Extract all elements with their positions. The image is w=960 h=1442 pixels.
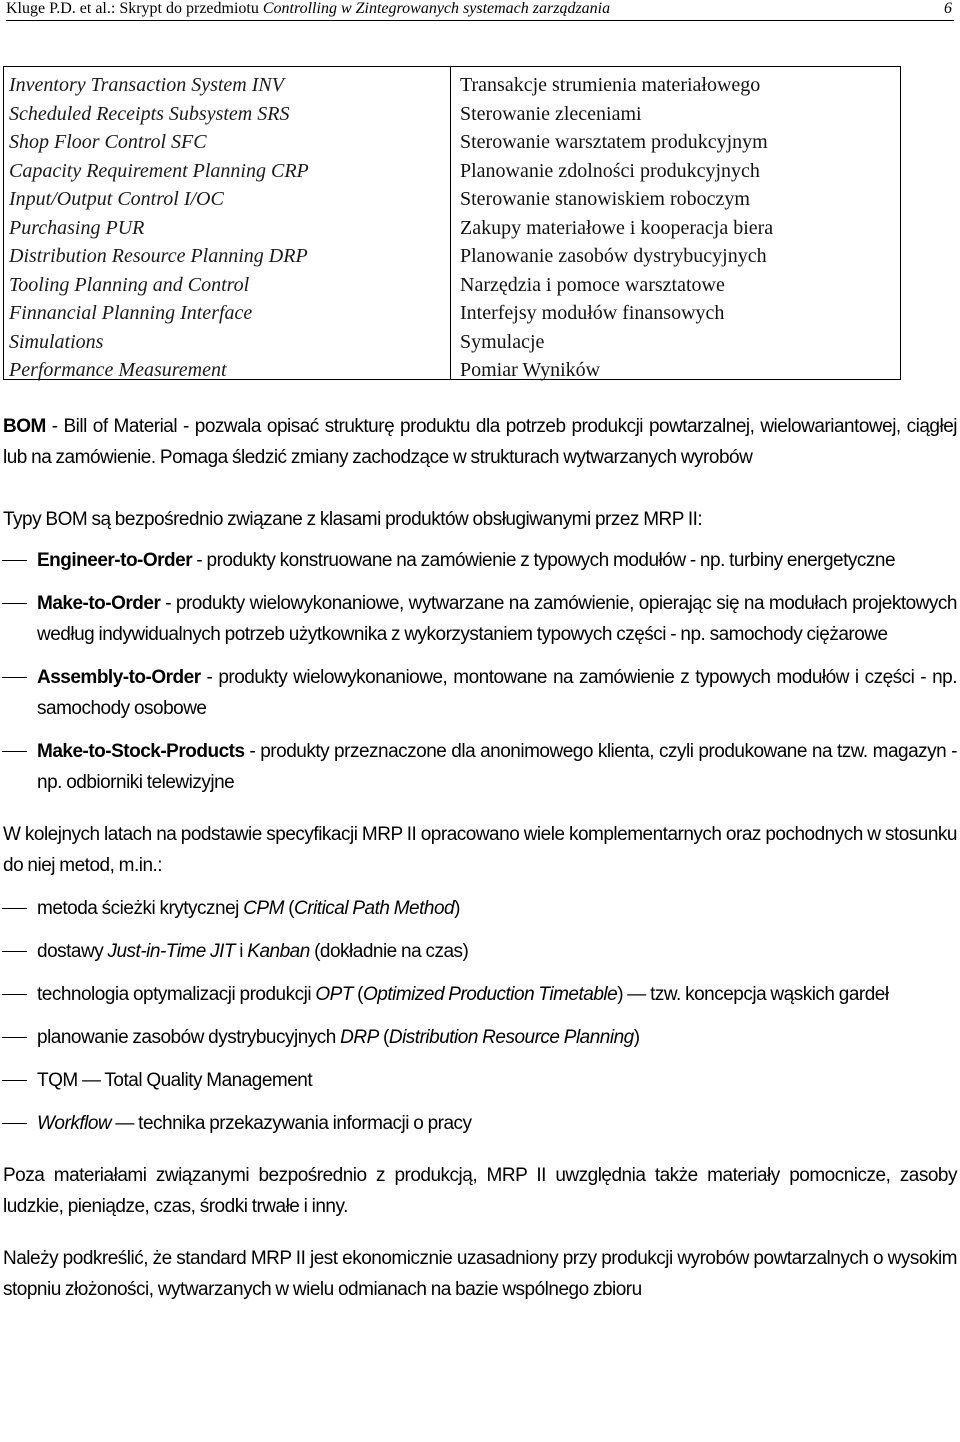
method-text: planowanie zasobów dystrybucyjnych xyxy=(37,1027,341,1048)
bom-type-description: - produkty wielowykonaniowe, montowane na zamówienie z typowych modułów i części - np. samochody osobowe xyxy=(37,667,957,719)
list-item-make-to-order xyxy=(0,588,960,650)
module-name-en: Shop Floor Control SFC xyxy=(9,131,207,153)
table-column-english xyxy=(9,71,309,385)
method-text: dostawy xyxy=(37,941,108,962)
module-name-en: Capacity Requirement Planning CRP xyxy=(9,159,309,182)
list-item-opt xyxy=(0,979,960,1010)
bom-type-term: Make-to-Order xyxy=(37,593,161,614)
method-abbr: Workflow xyxy=(37,1113,112,1134)
method-text: technologia optymalizacji produkcji xyxy=(37,984,316,1005)
module-name-pl: Sterowanie warsztatem produkcyjnym xyxy=(460,131,768,153)
method-abbr: CPM xyxy=(243,898,284,919)
methods-intro: W kolejnych latach na podstawie specyfikacji MRP II opracowano wiele komplementarnych oraz pochodnych w stosunku do niej metod, m.in.: xyxy=(3,824,957,876)
method-text: ) xyxy=(454,898,460,919)
bom-type-description: - produkty przeznaczone dla anonimowego klienta, czyli produkowane na tzw. magazyn - np. odbiorniki telewizyjne xyxy=(37,741,957,793)
list-item-workflow xyxy=(0,1108,960,1139)
list-item-make-to-stock xyxy=(0,736,960,798)
method-full-name: Kanban xyxy=(247,941,310,962)
module-name-pl: Interfejsy modułów finansowych xyxy=(460,302,725,324)
bom-type-term: Assembly-to-Order xyxy=(37,667,201,688)
module-name-en: Simulations xyxy=(9,330,104,353)
module-name-pl: Zakupy materiałowe i kooperacja biera xyxy=(460,216,774,239)
table-column-divider xyxy=(450,67,451,379)
dash-bullet xyxy=(2,1037,27,1038)
page-header xyxy=(6,0,954,21)
module-name-en: Tooling Planning and Control xyxy=(9,273,250,296)
bom-paragraph xyxy=(0,411,960,473)
module-name-en: Scheduled Receipts Subsystem SRS xyxy=(9,102,290,125)
method-text: metoda ścieżki krytycznej xyxy=(37,898,244,919)
method-abbr: Just-in-Time JIT xyxy=(107,941,235,962)
method-abbr: OPT xyxy=(315,984,353,1005)
dash-bullet xyxy=(2,677,27,678)
module-name-en: Finnancial Planning Interface xyxy=(9,302,253,324)
list-item-drp xyxy=(0,1022,960,1053)
dash-bullet xyxy=(2,908,27,909)
method-full-name: Distribution Resource Planning xyxy=(388,1027,634,1048)
closing-paragraph: Należy podkreślić, że standard MRP II jest ekonomicznie uzasadniony przy produkcji wyrobów powtarzalnych o wysokim stopniu złożoności, wytwarzanych w wielu odmianach na bazie wspólnego zbioru xyxy=(3,1248,957,1300)
resources-paragraph: Poza materiałami związanymi bezpośrednio z produkcją, MRP II uwzględnia także materiały pomocnicze, zasoby ludzkie, pieniądze, czas, środki trwałe i inny. xyxy=(3,1165,957,1217)
module-name-pl: Sterowanie stanowiskiem roboczym xyxy=(460,188,750,210)
module-name-en: Input/Output Control I/OC xyxy=(9,188,224,210)
module-name-pl: Planowanie zasobów dystrybucyjnych xyxy=(460,245,767,267)
module-name-pl: Planowanie zdolności produkcyjnych xyxy=(460,159,760,182)
module-name-en: Purchasing PUR xyxy=(9,216,145,239)
module-name-en: Distribution Resource Planning DRP xyxy=(9,245,308,267)
list-item-cpm xyxy=(0,893,960,924)
method-text: ( xyxy=(352,984,363,1005)
bom-type-term: Engineer-to-Order xyxy=(37,550,193,571)
header-title xyxy=(6,0,610,18)
module-name-pl: Transakcje strumienia materiałowego xyxy=(460,74,761,96)
method-full-name: Critical Path Method xyxy=(294,898,455,919)
method-text: — technika przekazywania informacji o pracy xyxy=(111,1113,472,1134)
bom-definition: - Bill of Material - pozwala opisać strukturę produktu dla potrzeb produkcji powtarzalnej, wielowariantowej, ciągłej lub na zamówienie. Pomaga śledzić zmiany zachodzące w strukturach wytwarzanych wyrobów xyxy=(3,416,957,468)
dash-bullet xyxy=(2,994,27,995)
module-name-pl: Sterowanie zleceniami xyxy=(460,102,642,125)
method-abbr: DRP xyxy=(340,1027,379,1048)
method-full-name: Optimized Production Timetable xyxy=(363,984,618,1005)
module-name-pl: Pomiar Wyników xyxy=(460,359,601,381)
bom-type-description: - produkty wielowykonaniowe, wytwarzane na zamówienie, opierając się na modułach projektowych według indywidualnych potrzeb użytkownika z wykorzystaniem typowych części - np. samochody ciężarowe xyxy=(37,593,957,645)
dash-bullet xyxy=(2,603,27,604)
list-item-tqm xyxy=(0,1065,960,1096)
header-title-italic: Controlling w Zintegrowanych systemach zarządzania xyxy=(262,0,611,17)
method-text: ( xyxy=(378,1027,389,1048)
bom-types-intro: Typy BOM są bezpośrednio związane z klasami produktów obsługiwanymi przez MRP II: xyxy=(3,509,703,530)
bom-type-term: Make-to-Stock-Products xyxy=(37,741,245,762)
dash-bullet xyxy=(2,1123,27,1124)
method-text: (dokładnie na czas) xyxy=(309,941,469,962)
module-name-pl: Symulacje xyxy=(460,330,545,353)
header-title-plain: Kluge P.D. et al.: Skrypt do przedmiotu xyxy=(6,0,263,17)
dash-bullet xyxy=(2,1080,27,1081)
bom-type-description: - produkty konstruowane na zamówienie z typowych modułów - np. turbiny energetyczne xyxy=(192,550,896,571)
dash-bullet xyxy=(2,951,27,952)
method-text: TQM — Total Quality Management xyxy=(37,1070,313,1091)
list-item-jit xyxy=(0,936,960,967)
method-text: ) — tzw. koncepcja wąskich gardeł xyxy=(617,984,889,1005)
module-name-pl: Narzędzia i pomoce warsztatowe xyxy=(460,273,725,296)
module-name-en: Performance Measurement xyxy=(9,359,227,381)
module-name-en: Inventory Transaction System INV xyxy=(9,74,284,96)
method-text: ) xyxy=(633,1027,640,1048)
method-text: i xyxy=(235,941,248,962)
dash-bullet xyxy=(2,751,27,752)
page-number: 6 xyxy=(944,0,952,17)
bom-term: BOM xyxy=(3,416,46,437)
document-body xyxy=(0,411,960,1305)
list-item-engineer-to-order xyxy=(0,545,960,576)
table-column-polish xyxy=(460,71,773,385)
modules-table xyxy=(3,66,901,380)
dash-bullet xyxy=(2,560,27,561)
method-text: ( xyxy=(283,898,295,919)
list-item-assembly-to-order xyxy=(0,662,960,724)
